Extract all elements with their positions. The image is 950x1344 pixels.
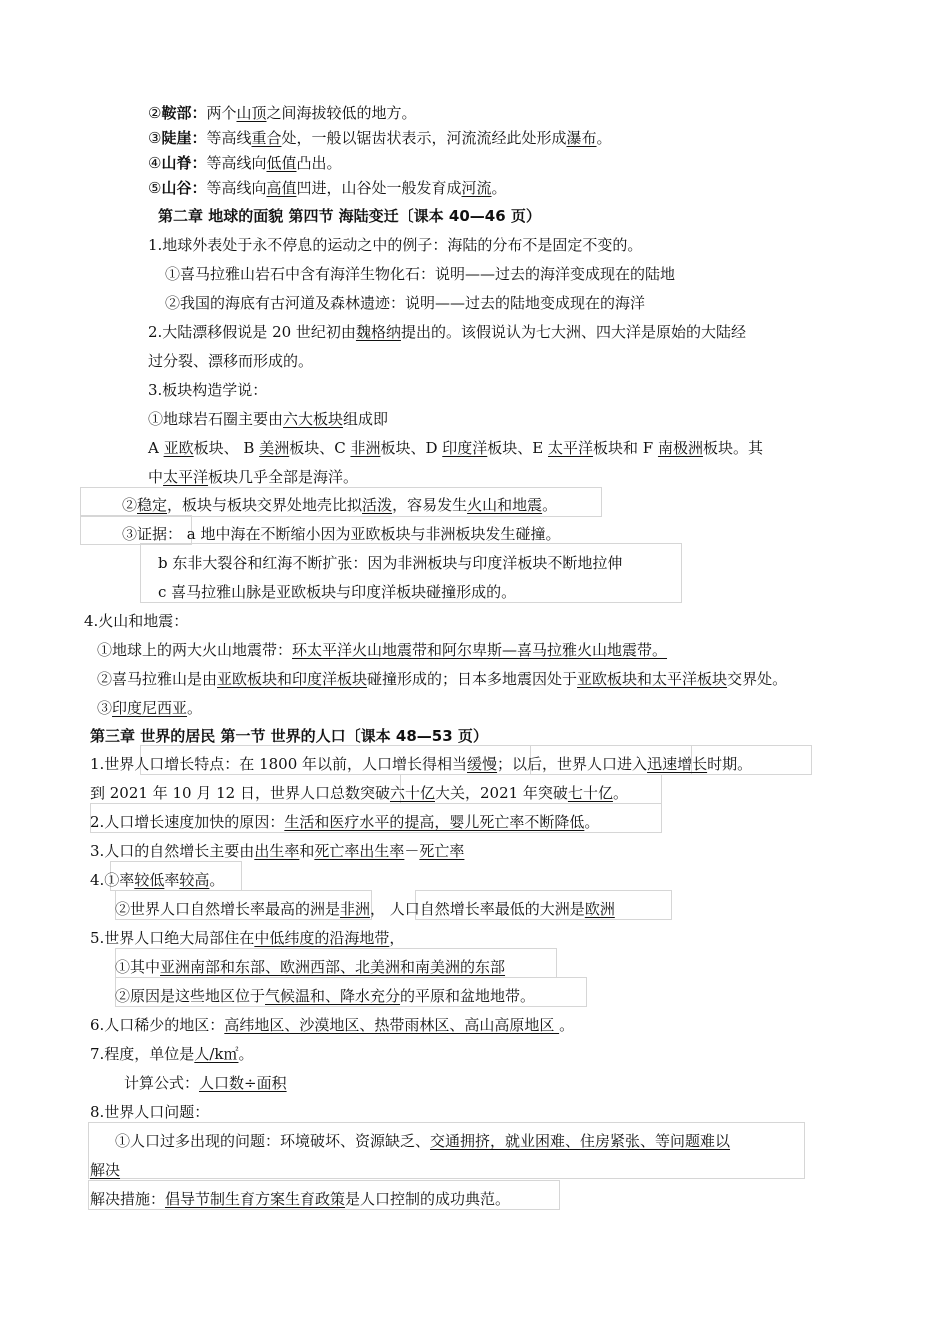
text-segment: 板块、C [289,439,351,457]
text-segment: 碰撞形成的；日本多地震因处于 [367,670,578,688]
text-segment: ②世界人口自然增长率最高的洲是 [115,900,341,918]
text-segment: 解决措施： [90,1190,166,1208]
text-line [148,437,763,459]
text-segment: ， 人口自然增长率最低的大洲是 [370,900,585,918]
text-line [90,1188,510,1210]
text-line [90,1159,120,1181]
text-line [165,292,645,314]
answer-text: 倡导节制生育方案生育政策 [165,1190,346,1208]
text-segment: 中 [148,468,164,486]
text-line [97,668,787,690]
bold-text: 鞍部： [161,104,207,122]
text-segment: 。 [584,813,600,831]
text-segment: 交界处。 [727,670,788,688]
text-segment: 3.板块构造学说： [148,381,268,399]
text-segment: 6.人口稀少的地区： [90,1016,225,1034]
bold-text: 第三章 世界的居民 第一节 世界的人口〔课本 48—53 页） [90,727,488,745]
answer-text: 亚欧板块和太平洋板块 [577,670,728,688]
text-line [158,205,541,227]
text-line [90,1101,209,1123]
text-line [97,697,202,719]
text-line [90,1043,253,1065]
answer-text: 太平洋 [548,439,594,457]
bold-text: 陡崖： [161,129,207,147]
text-segment: 1.世界人口增长特点：在 1800 年以前，人口增长得相当 [90,755,468,773]
text-segment: 板块几乎全部是海洋。 [208,468,359,486]
text-segment: ， [389,929,405,947]
answer-text: 山顶 [236,104,267,122]
text-segment: 板块、E [487,439,548,457]
text-segment: 凸出。 [296,154,342,172]
answer-text: 河流 [461,179,492,197]
answer-text: 美洲 [259,439,290,457]
answer-text: 欧洲 [584,900,615,918]
answer-text: 人/k㎡ [194,1045,239,1063]
text-segment: 4.火山和地震： [84,612,189,630]
text-segment: 板块、D [380,439,443,457]
answer-text: 交通拥挤，就业困难、住房紧张、等问题难以 [430,1132,731,1150]
answer-text: 较高 [179,871,210,889]
text-segment: 等高线向 [206,179,267,197]
answer-text: 瀑布 [566,129,597,147]
text-segment: 等高线向 [206,154,267,172]
text-segment: 2.大陆漂移假说是 20 世纪初由 [148,323,356,341]
text-line [158,581,516,603]
text-line [84,610,188,632]
text-segment: 提出的。该假说认为七大洲、四大洋是原始的大陆经 [400,323,746,341]
text-segment: 。 [238,1045,254,1063]
bold-text: 第二章 地球的面貌 第四节 海陆变迁〔课本 40—46 页） [158,207,541,225]
text-segment: ② [122,496,138,514]
text-segment: ② [148,104,162,122]
text-line [148,466,358,488]
text-segment: 大关，2021 年突破 [434,784,568,802]
text-segment: 凹进，山谷处一般发育成 [296,179,462,197]
text-segment: 时期。 [707,755,753,773]
text-segment: c 喜马拉雅山脉是亚欧板块与印度洋板块碰撞形成的。 [158,583,517,601]
answer-text: 死亡率 [419,842,465,860]
text-line [90,753,752,775]
text-line [115,1130,730,1152]
text-segment: ，容易发生 [392,496,468,514]
text-segment: 。 [596,129,612,147]
text-line [148,379,267,401]
text-segment: 。 [612,784,628,802]
text-line [148,234,642,256]
text-line [158,552,622,574]
text-line [148,152,342,174]
text-segment: 2.人口增长速度加快的原因： [90,813,285,831]
text-segment: ；以后，世界人口进入 [497,755,648,773]
text-segment: ①喜马拉雅山岩石中含有海洋生物化石：说明——过去的海洋变成现在的陆地 [165,265,676,283]
answer-text: 非洲 [340,900,371,918]
text-line [148,321,746,343]
text-segment: ①人口过多出现的问题：环境破坏、资源缺乏、 [115,1132,431,1150]
answer-text: 魏格纳 [355,323,401,341]
text-line [90,869,224,891]
answer-text: 解决 [90,1161,121,1179]
answer-text: 气候温和、降水充分 [265,987,401,1005]
answer-text: 印度洋 [442,439,488,457]
text-segment: 。 [542,496,558,514]
text-segment: 到 2021 年 10 月 12 日，世界人口总数突破 [90,784,390,802]
bold-text: 山谷： [161,179,207,197]
text-line [115,956,505,978]
text-segment: 。 [491,179,507,197]
text-segment: 处，一般以锯齿状表示，河流流经此处形成 [281,129,567,147]
text-segment: 。 [187,699,203,717]
text-line [90,927,404,949]
text-segment: ④ [148,154,162,172]
answer-text: 高值 [266,179,297,197]
answer-text: 缓慢 [467,755,498,773]
answer-text: 印度尼西亚 [112,699,188,717]
text-segment: 的平原和盆地地带。 [400,987,536,1005]
bold-text: 山脊： [161,154,207,172]
answer-text: 中低纬度的沿海地带 [254,929,390,947]
answer-text: 重合 [251,129,282,147]
text-line [90,782,628,804]
text-segment: ②原因是这些地区位于 [115,987,266,1005]
text-line [148,177,507,199]
answer-text: 南极洲 [657,439,703,457]
text-segment: 组成即 [343,410,389,428]
text-segment: 4.①率 [90,871,135,889]
text-segment: 之间海拔较低的地方。 [266,104,417,122]
answer-text: 环太平洋火山地震带和阿尔卑斯—喜马拉雅火山地震带。 [292,641,668,659]
answer-text: 亚洲南部和东部、欧洲西部、北美洲和南美洲的东部 [160,958,506,976]
answer-text: 人口数÷面积 [199,1074,287,1092]
answer-text: 生活和医疗水平的提高，婴儿死亡率不断降低 [284,813,585,831]
text-line [115,985,535,1007]
answer-text: 非洲 [350,439,381,457]
text-segment: ①其中 [115,958,161,976]
answer-text: 活泼 [362,496,393,514]
text-line [148,127,612,149]
text-line [165,263,675,285]
text-segment: 。 [209,871,225,889]
text-segment: 过分裂、漂移而形成的。 [148,352,314,370]
text-line [122,494,557,516]
text-segment: ①地球上的两大火山地震带： [97,641,293,659]
text-line [148,408,388,430]
text-segment: 两个 [206,104,237,122]
text-segment: 3.人口的自然增长主要由 [90,842,255,860]
text-segment: ②喜马拉雅山是由 [97,670,218,688]
text-line [122,523,560,545]
text-segment: 板块、 B [193,439,260,457]
text-segment: ②我国的海底有古河道及森林遗迹：说明——过去的陆地变成现在的海洋 [165,294,646,312]
text-segment: 。 [559,1016,575,1034]
answer-text: 稳定 [137,496,168,514]
text-segment: 板块和 F [593,439,658,457]
answer-text: 亚欧板块和印度洋板块 [217,670,368,688]
text-line [148,350,313,372]
answer-text: 火山和地震 [467,496,543,514]
text-segment: ①地球岩石圈主要由 [148,410,284,428]
text-segment: ，板块与板块交界处地壳比拟 [167,496,363,514]
text-line [97,639,667,661]
text-segment: 7.程度，单位是 [90,1045,195,1063]
answer-text: 死亡率出生率 [314,842,405,860]
answer-text: 七十亿 [567,784,613,802]
text-line [115,898,615,920]
answer-text: 亚欧 [163,439,194,457]
text-line [90,840,464,862]
text-segment: ③ [148,129,162,147]
text-segment: 计算公式： [124,1074,200,1092]
text-segment: 和 [299,842,315,860]
text-line [90,811,599,833]
text-line [148,102,417,124]
text-segment: 率 [164,871,180,889]
answer-text: 六十亿 [389,784,435,802]
text-segment: ⑤ [148,179,162,197]
answer-text: 高纬地区、沙漠地区、热带雨林区、高山高原地区 [224,1016,560,1034]
answer-text: 出生率 [254,842,300,860]
text-segment: － [404,842,420,860]
text-segment: ③ [97,699,113,717]
answer-text: 低值 [266,154,297,172]
answer-text: 较低 [134,871,165,889]
text-segment: A [148,439,164,457]
text-segment: b 东非大裂谷和红海不断扩张：因为非洲板块与印度洋板块不断地拉伸 [158,554,623,572]
text-segment: 8.世界人口问题： [90,1103,210,1121]
text-line [124,1072,287,1094]
text-line [90,1014,574,1036]
answer-text: 六大板块 [283,410,344,428]
text-segment: 板块。其 [702,439,763,457]
answer-text: 迅速增长 [647,755,708,773]
text-segment: ③证据： a 地中海在不断缩小因为亚欧板块与非洲板块发生碰撞。 [122,525,561,543]
answer-text: 太平洋 [163,468,209,486]
text-line [90,725,488,747]
text-segment: 1.地球外表处于永不停息的运动之中的例子：海陆的分布不是固定不变的。 [148,236,643,254]
text-segment: 等高线 [206,129,252,147]
text-segment: 是人口控制的成功典范。 [345,1190,511,1208]
text-segment: 5.世界人口绝大局部住在 [90,929,255,947]
